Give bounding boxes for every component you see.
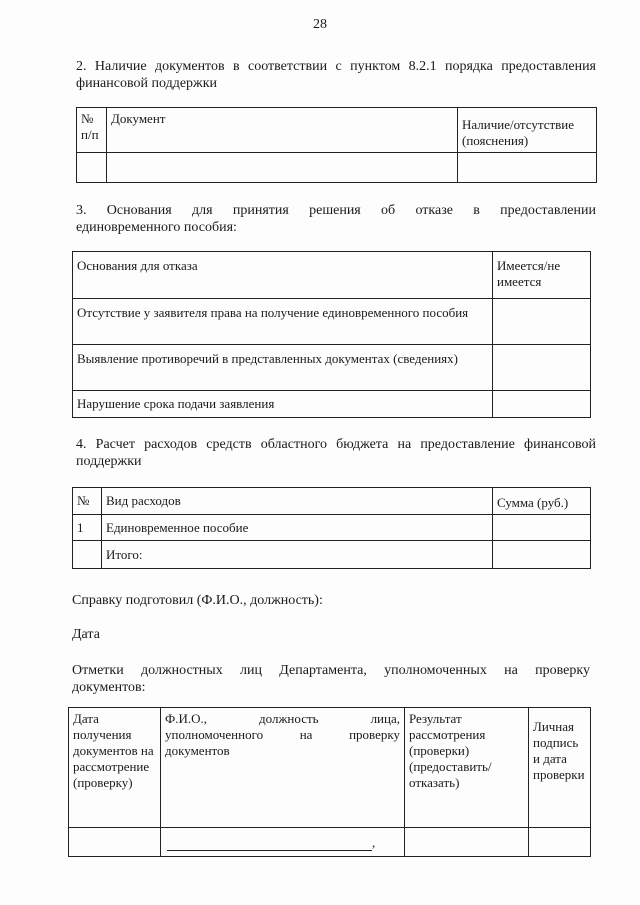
page-number: 28: [313, 17, 327, 32]
col-date-received-header: Дата получения документов на рассмотрение (проверку): [69, 708, 161, 828]
col-signature-header: Личная подпись и дата проверки: [529, 708, 591, 828]
signature-line: [167, 837, 372, 851]
expenses-table: [72, 487, 591, 569]
refusal-grounds-table: [72, 251, 591, 418]
reason-row-3: Нарушение срока подачи заявления: [73, 391, 493, 418]
section4-heading-line1: 4. Расчет расходов средств областного бюджета на предоставление финансовой: [76, 437, 596, 452]
col-status-header: Имеется/не имеется: [493, 252, 591, 299]
officials-heading-line2: документов:: [72, 680, 146, 695]
section2-heading-line2: финансовой поддержки: [76, 76, 217, 91]
section4-heading-line2: поддержки: [76, 454, 142, 469]
officials-heading-line1: Отметки должностных лиц Департамента, уполномоченных на проверку: [72, 663, 590, 678]
col-reason-header: Основания для отказа: [73, 252, 493, 299]
col-number-header: № п/п: [77, 108, 107, 153]
prepared-by-label: Справку подготовил (Ф.И.О., должность):: [72, 593, 323, 608]
col-fio-header: Ф.И.О., должность лица, уполномоченного на проверку документов: [161, 708, 405, 828]
reason-row-2: Выявление противоречий в представленных документах (сведениях): [73, 345, 493, 391]
status-cell[interactable]: [493, 345, 591, 391]
col-result-header: Результат рассмотрения (проверки) (предоставить/отказать): [405, 708, 529, 828]
officials-table: [68, 707, 591, 857]
documents-table: [76, 107, 597, 183]
fio-signature-cell[interactable]: [161, 828, 405, 857]
expense-sum-cell[interactable]: [493, 515, 591, 541]
date-label: Дата: [72, 627, 100, 642]
status-cell[interactable]: [493, 391, 591, 418]
table-cell[interactable]: [107, 153, 458, 183]
table-cell[interactable]: [405, 828, 529, 857]
table-cell[interactable]: [458, 153, 597, 183]
comma: ,: [372, 835, 376, 850]
table-cell[interactable]: [77, 153, 107, 183]
total-label: Итого:: [102, 541, 493, 569]
col-presence-header: Наличие/отсутствие (пояснения): [458, 108, 597, 153]
col-num-header: №: [73, 488, 102, 515]
table-cell: [73, 541, 102, 569]
section2-heading-line1: 2. Наличие документов в соответствии с пунктом 8.2.1 порядка предоставления: [76, 59, 596, 74]
section3-heading-line2: единовременного пособия:: [76, 220, 237, 235]
status-cell[interactable]: [493, 299, 591, 345]
col-expense-type-header: Вид расходов: [102, 488, 493, 515]
table-cell[interactable]: [529, 828, 591, 857]
section3-heading-line1: 3. Основания для принятия решения об отказе в предоставлении: [76, 203, 596, 218]
reason-row-1: Отсутствие у заявителя права на получение единовременного пособия: [73, 299, 493, 345]
expense-row-number: 1: [73, 515, 102, 541]
col-document-header: Документ: [107, 108, 458, 153]
total-sum-cell[interactable]: [493, 541, 591, 569]
expense-row-type: Единовременное пособие: [102, 515, 493, 541]
col-sum-header: Сумма (руб.): [493, 488, 591, 515]
table-cell[interactable]: [69, 828, 161, 857]
